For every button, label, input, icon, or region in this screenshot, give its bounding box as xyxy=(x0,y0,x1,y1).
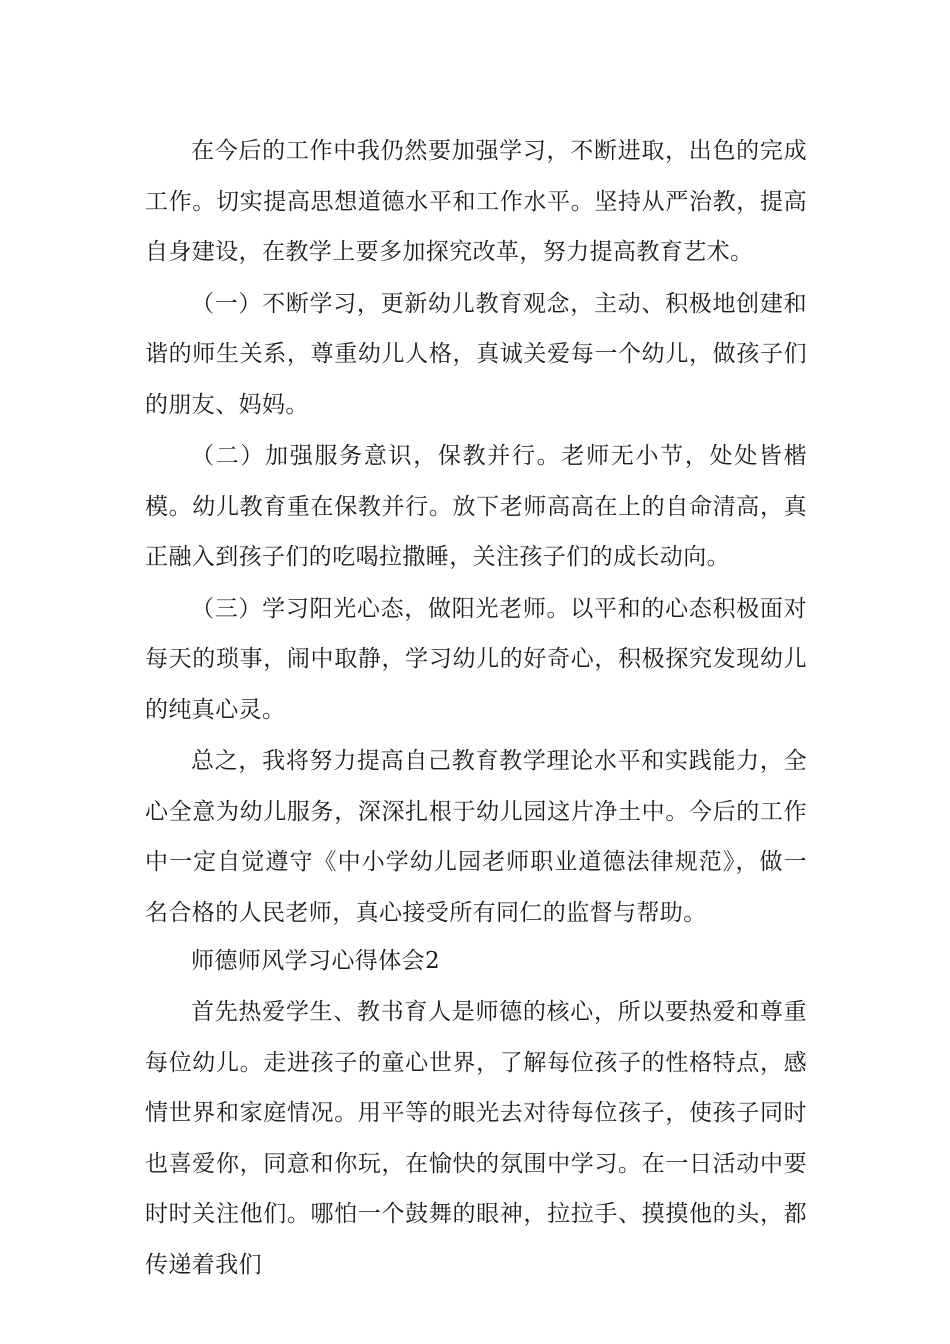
paragraph-section-two-intro: 首先热爱学生、教书育人是师德的核心，所以要热爱和尊重每位幼儿。走进孩子的童心世界，了解每位孩子的性格特点，感情世界和家庭情况。用平等的眼光去对待每位孩子，使孩子同时也喜爱你，同意和你玩，在愉快的氛围中学习。在一日活动中要时时关注他们。哪怕一个鼓舞的眼神，拉拉手、摸摸他的头，都传递着我们 xyxy=(145,999,807,1278)
paragraph-point-two: （二）加强服务意识，保教并行。老师无小节，处处皆楷模。幼儿教育重在保教并行。放下老师高高在上的自命清高，真正融入到孩子们的吃喝拉撒睡，关注孩子们的成长动向。 xyxy=(145,443,807,570)
section-heading: 师德师风学习心得体会2 xyxy=(191,948,441,974)
paragraph-point-one: （一）不断学习，更新幼儿教育观念，主动、积极地创建和谐的师生关系，尊重幼儿人格，真诚关爱每一个幼儿，做孩子们的朋友、妈妈。 xyxy=(145,290,807,418)
paragraph-conclusion: 总之，我将努力提高自己教育教学理论水平和实践能力，全心全意为幼儿服务，深深扎根于幼儿园这片净土中。今后的工作中一定自觉遵守《中小学幼儿园老师职业道德法律规范》，做一名合格的人民老师，真心接受所有同仁的监督与帮助。 xyxy=(145,748,807,926)
document-page xyxy=(145,126,807,1290)
paragraph-point-three: （三）学习阳光心态，做阳光老师。以平和的心态积极面对每天的琐事，闹中取静，学习幼儿的好奇心，积极探究发现幼儿的纯真心灵。 xyxy=(145,595,807,723)
paragraph-study-commitment: 在今后的工作中我仍然要加强学习，不断进取，出色的完成工作。切实提高思想道德水平和工作水平。坚持从严治教，提高自身建设，在教学上要多加探究改革，努力提高教育艺术。 xyxy=(145,138,807,265)
